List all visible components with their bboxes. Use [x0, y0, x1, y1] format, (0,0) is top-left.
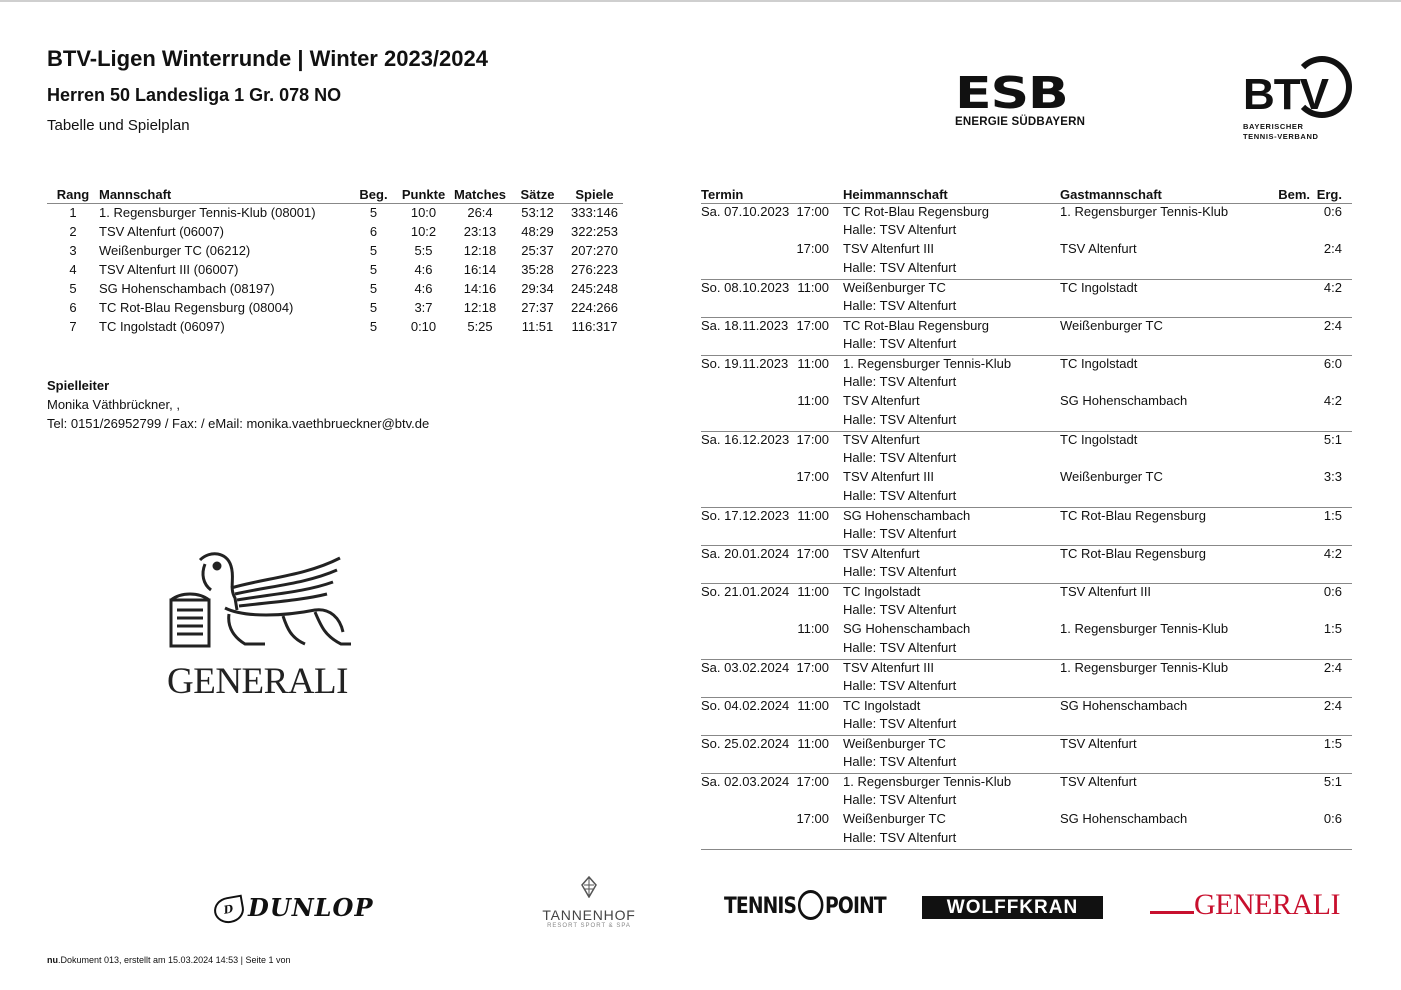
cell-punkte: 10:2 — [410, 224, 437, 239]
match-row — [701, 583, 1352, 602]
cell-bem — [1270, 621, 1310, 640]
match-hall-row — [701, 336, 1352, 355]
match-hall-row — [701, 374, 1352, 393]
cell-termin — [701, 773, 843, 792]
match-time: 11:00 — [797, 735, 829, 751]
match-hall-row — [701, 716, 1352, 735]
cell-erg: 3:3 — [1323, 469, 1342, 484]
cell-matches: 16:14 — [463, 262, 497, 277]
match-date: So. 17.12.2023 — [701, 507, 790, 523]
cell-heim: TC Ingolstadt — [843, 697, 921, 713]
generali-logo — [165, 548, 355, 702]
cell-punkte: 10:0 — [410, 205, 437, 221]
match-row — [701, 317, 1352, 336]
cell-heim: TC Ingolstadt — [843, 583, 921, 599]
cell-heim: TSV Altenfurt III — [843, 241, 935, 256]
col-rang: Rang — [47, 186, 99, 203]
cell-halle: Halle: TSV Altenfurt — [843, 602, 957, 617]
col-heimmannschaft: Heimmannschaft — [843, 186, 1060, 203]
match-row — [701, 241, 1352, 260]
cell-spiele: 322:253 — [571, 224, 618, 239]
cell-erg: 1:5 — [1323, 621, 1342, 636]
col-spiele: Spiele — [566, 186, 623, 203]
tannenhof-subtitle: RESORT SPORT & SPA — [547, 923, 631, 929]
cell-matches: 14:16 — [463, 281, 497, 296]
cell-bem — [1270, 507, 1310, 526]
cell-erg: 5:1 — [1323, 431, 1342, 447]
match-row — [701, 203, 1352, 222]
cell-heim: Weißenburger TC — [843, 811, 946, 826]
cell-gast: TC Rot-Blau Regensburg — [1060, 545, 1206, 561]
cell-bem — [1270, 241, 1310, 260]
cell-heim: 1. Regensburger Tennis-Klub — [843, 773, 1012, 789]
standings-row — [47, 260, 623, 279]
spielleiter-name: Monika Väthbrückner, , — [47, 397, 180, 412]
match-hall-row — [701, 450, 1352, 469]
cell-erg: 1:5 — [1323, 507, 1342, 523]
cell-termin — [701, 697, 843, 716]
dunlop-wordmark: DUNLOP — [248, 893, 374, 922]
col-termin: Termin — [701, 186, 843, 203]
cell-heim: TSV Altenfurt III — [843, 659, 935, 675]
cell-halle: Halle: TSV Altenfurt — [843, 678, 1060, 697]
tennis-ball-icon — [798, 890, 824, 920]
cell-bem — [1270, 393, 1310, 412]
cell-beg: 5 — [369, 262, 378, 277]
cell-gast: TSV Altenfurt — [1060, 241, 1137, 256]
cell-matches: 26:4 — [467, 205, 493, 221]
match-time: 17:00 — [796, 659, 829, 675]
match-hall-row — [701, 412, 1352, 431]
cell-termin — [701, 241, 843, 260]
cell-rang: 4 — [69, 262, 77, 277]
cell-heim: TSV Altenfurt — [843, 431, 920, 447]
cell-mannschaft: TSV Altenfurt (06007) — [99, 224, 225, 239]
cell-erg: 0:6 — [1323, 203, 1342, 219]
cell-spiele: 207:270 — [571, 243, 618, 258]
cell-termin — [701, 355, 843, 374]
col-beg: Beg. — [351, 186, 396, 203]
generali-sponsor-logo — [1150, 888, 1340, 922]
cell-gast: Weißenburger TC — [1060, 317, 1163, 333]
tennispoint-word-a: TENNIS — [724, 894, 797, 919]
match-row — [701, 469, 1352, 488]
cell-gast: 1. Regensburger Tennis-Klub — [1060, 659, 1229, 675]
cell-halle: Halle: TSV Altenfurt — [843, 488, 1060, 507]
cell-rang: 1 — [69, 205, 77, 221]
match-date: Sa. 16.12.2023 — [701, 431, 790, 447]
cell-halle: Halle: TSV Altenfurt — [843, 374, 957, 389]
match-row — [701, 697, 1352, 716]
cell-gast: SG Hohenschambach — [1060, 811, 1188, 826]
cell-erg: 4:2 — [1323, 545, 1342, 561]
cell-bem — [1270, 659, 1310, 678]
col-erg: Erg. — [1310, 186, 1352, 203]
cell-erg: 5:1 — [1323, 773, 1342, 789]
cell-bem — [1270, 545, 1310, 564]
match-hall-row — [701, 640, 1352, 659]
document-type: Tabelle und Spielplan — [47, 117, 190, 134]
cell-halle: Halle: TSV Altenfurt — [843, 830, 1060, 849]
match-time: 11:00 — [797, 583, 829, 599]
match-time: 11:00 — [797, 697, 829, 713]
match-hall-row — [701, 754, 1352, 773]
cell-termin — [701, 621, 843, 640]
page-title: BTV-Ligen Winterrunde | Winter 2023/2024 — [47, 46, 488, 71]
cell-termin — [701, 431, 843, 450]
match-hall-row — [701, 678, 1352, 697]
cell-mannschaft: TC Ingolstadt (06097) — [99, 319, 225, 334]
match-hall-row — [701, 602, 1352, 621]
spielleiter-block — [47, 376, 429, 433]
dunlop-logo — [214, 893, 374, 923]
cell-halle: Halle: TSV Altenfurt — [843, 336, 1060, 355]
cell-termin — [701, 393, 843, 412]
cell-gast: TSV Altenfurt — [1060, 773, 1137, 789]
cell-gast: SG Hohenschambach — [1060, 393, 1188, 408]
cell-heim: TSV Altenfurt III — [843, 469, 935, 484]
cell-gast: 1. Regensburger Tennis-Klub — [1060, 621, 1229, 636]
cell-erg: 2:4 — [1323, 659, 1342, 675]
btv-logo-subtitle — [1243, 122, 1319, 142]
tennispoint-word-b: POINT — [825, 894, 886, 919]
cell-erg: 4:2 — [1323, 279, 1342, 295]
cell-heim: Weißenburger TC — [843, 735, 946, 751]
cell-heim: SG Hohenschambach — [843, 507, 971, 523]
cell-halle: Halle: TSV Altenfurt — [843, 260, 1060, 279]
cell-saetze: 11:51 — [521, 319, 554, 334]
match-hall-row — [701, 260, 1352, 279]
cell-bem — [1270, 279, 1310, 298]
cell-bem — [1270, 203, 1310, 222]
cell-matches: 5:25 — [467, 319, 493, 334]
cell-rang: 3 — [69, 243, 77, 258]
match-row — [701, 431, 1352, 450]
league-title: Herren 50 Landesliga 1 Gr. 078 NO — [47, 85, 342, 105]
top-border — [0, 0, 1401, 2]
cell-halle: Halle: TSV Altenfurt — [843, 526, 1060, 545]
btv-logo — [1240, 54, 1360, 144]
match-date: So. 08.10.2023 — [701, 279, 790, 295]
col-mannschaft: Mannschaft — [99, 186, 351, 203]
cell-beg: 5 — [369, 243, 378, 258]
standings-table — [47, 186, 623, 336]
match-time: 17:00 — [796, 469, 829, 484]
footer — [47, 955, 290, 965]
match-hall-row — [701, 222, 1352, 241]
cell-termin — [701, 317, 843, 336]
match-row — [701, 773, 1352, 792]
cell-heim: TSV Altenfurt — [843, 545, 920, 561]
match-date: So. 04.02.2024 — [701, 697, 790, 713]
match-row — [701, 393, 1352, 412]
cell-heim: TC Rot-Blau Regensburg — [843, 203, 989, 219]
esb-logo-mark: ESB — [955, 68, 1068, 119]
esb-logo — [955, 68, 1095, 128]
col-matches: Matches — [451, 186, 509, 203]
match-row — [701, 545, 1352, 564]
cell-erg: 2:4 — [1323, 317, 1342, 333]
match-hall-row — [701, 564, 1352, 583]
match-date: Sa. 20.01.2024 — [701, 545, 790, 561]
generali-sponsor-wordmark: GENERALI — [1194, 888, 1340, 921]
match-date: Sa. 03.02.2024 — [701, 659, 790, 675]
cell-halle: Halle: TSV Altenfurt — [843, 222, 957, 237]
match-time: 17:00 — [796, 317, 829, 333]
match-date: So. 21.01.2024 — [701, 583, 790, 599]
match-time: 17:00 — [796, 431, 829, 447]
cell-heim: Weißenburger TC — [843, 279, 946, 295]
cell-halle: Halle: TSV Altenfurt — [843, 640, 1060, 659]
cell-halle: Halle: TSV Altenfurt — [843, 564, 1060, 583]
spielleiter-contact: Tel: 0151/26952799 / Fax: / eMail: monika.vaethbrueckner@btv.de — [47, 416, 430, 431]
cell-saetze: 35:28 — [521, 262, 554, 277]
cell-bem — [1270, 811, 1310, 830]
match-date: So. 25.02.2024 — [701, 735, 790, 751]
dunlop-d-icon: D — [212, 894, 246, 925]
pinecone-icon — [580, 876, 598, 898]
cell-spiele: 245:248 — [571, 281, 618, 296]
match-row — [701, 735, 1352, 754]
cell-erg: 6:0 — [1323, 355, 1342, 371]
cell-rang: 6 — [69, 300, 77, 315]
match-date: Sa. 18.11.2023 — [701, 317, 789, 333]
match-hall-row — [701, 488, 1352, 507]
cell-termin — [701, 507, 843, 526]
col-punkte: Punkte — [396, 186, 451, 203]
cell-bem — [1270, 317, 1310, 336]
cell-gast: SG Hohenschambach — [1060, 697, 1188, 713]
cell-beg: 5 — [369, 319, 378, 334]
cell-termin — [701, 659, 843, 678]
match-time: 11:00 — [797, 507, 829, 523]
wolffkran-logo: WOLFFKRAN — [922, 896, 1103, 919]
btv-logo-mark: BTV — [1243, 70, 1328, 119]
cell-termin — [701, 735, 843, 754]
cell-termin — [701, 279, 843, 298]
cell-matches: 12:18 — [463, 300, 497, 315]
match-row — [701, 355, 1352, 374]
cell-mannschaft: SG Hohenschambach (08197) — [99, 281, 275, 296]
standings-row — [47, 298, 623, 317]
cell-rang: 7 — [69, 319, 77, 334]
cell-erg: 4:2 — [1323, 393, 1342, 408]
match-row — [701, 659, 1352, 678]
tannenhof-wordmark: TANNENHOF — [542, 907, 636, 923]
cell-saetze: 29:34 — [521, 281, 554, 296]
col-bem: Bem. — [1270, 186, 1310, 203]
cell-termin — [701, 469, 843, 488]
cell-erg: 0:6 — [1323, 811, 1342, 826]
col-saetze: Sätze — [509, 186, 566, 203]
cell-halle: Halle: TSV Altenfurt — [843, 716, 1060, 735]
tennispoint-logo — [724, 892, 886, 922]
generali-wordmark: GENERALI — [167, 661, 348, 702]
standings-row — [47, 317, 623, 336]
cell-bem — [1270, 431, 1310, 450]
match-hall-row — [701, 298, 1352, 317]
cell-bem — [1270, 583, 1310, 602]
match-date: Sa. 02.03.2024 — [701, 773, 790, 789]
match-time: 17:00 — [796, 545, 829, 561]
schedule-table — [701, 186, 1352, 850]
match-time: 11:00 — [797, 279, 829, 295]
match-time: 17:00 — [796, 241, 829, 256]
cell-bem — [1270, 469, 1310, 488]
schedule-header — [701, 186, 1352, 203]
cell-beg: 5 — [369, 205, 378, 221]
cell-heim: 1. Regensburger Tennis-Klub — [843, 355, 1012, 371]
match-hall-row — [701, 830, 1352, 849]
cell-termin — [701, 811, 843, 830]
cell-gast: TSV Altenfurt III — [1060, 583, 1152, 599]
cell-termin — [701, 545, 843, 564]
cell-bem — [1270, 735, 1310, 754]
match-date: Sa. 07.10.2023 — [701, 203, 790, 219]
cell-gast: Weißenburger TC — [1060, 469, 1163, 484]
cell-mannschaft: 1. Regensburger Tennis-Klub (08001) — [99, 205, 316, 221]
cell-beg: 5 — [369, 300, 378, 315]
cell-beg: 5 — [369, 281, 378, 296]
cell-halle: Halle: TSV Altenfurt — [843, 754, 1060, 773]
match-hall-row — [701, 526, 1352, 545]
footer-text: .Dokument 013, erstellt am 15.03.2024 14:53 | Seite 1 von — [58, 955, 291, 965]
match-time: 17:00 — [796, 203, 829, 219]
match-hall-row — [701, 792, 1352, 811]
match-time: 17:00 — [796, 811, 829, 826]
cell-halle: Halle: TSV Altenfurt — [843, 792, 957, 807]
cell-mannschaft: TSV Altenfurt III (06007) — [99, 262, 239, 277]
cell-bem — [1270, 773, 1310, 792]
match-row — [701, 507, 1352, 526]
cell-spiele: 333:146 — [571, 205, 618, 221]
cell-erg: 0:6 — [1323, 583, 1342, 599]
cell-bem — [1270, 355, 1310, 374]
cell-gast: TSV Altenfurt — [1060, 735, 1137, 751]
match-time: 11:00 — [797, 393, 829, 408]
match-time: 17:00 — [796, 773, 829, 789]
cell-punkte: 3:7 — [414, 300, 433, 315]
cell-rang: 5 — [69, 281, 77, 296]
cell-mannschaft: TC Rot-Blau Regensburg (08004) — [99, 300, 294, 315]
cell-erg: 2:4 — [1323, 697, 1342, 713]
standings-row — [47, 203, 623, 222]
cell-halle: Halle: TSV Altenfurt — [843, 412, 1060, 431]
match-row — [701, 279, 1352, 298]
cell-spiele: 116:317 — [571, 319, 618, 334]
cell-gast: TC Ingolstadt — [1060, 279, 1138, 295]
cell-punkte: 4:6 — [414, 281, 433, 296]
match-row — [701, 811, 1352, 830]
standings-row — [47, 241, 623, 260]
generali-lion-icon — [165, 548, 355, 658]
generali-lion-small-icon — [1150, 890, 1194, 914]
cell-halle: Halle: TSV Altenfurt — [843, 298, 1060, 317]
cell-punkte: 5:5 — [414, 243, 433, 258]
cell-termin — [701, 203, 843, 222]
cell-punkte: 0:10 — [410, 319, 437, 334]
esb-logo-subtitle: ENERGIE SÜDBAYERN — [955, 116, 1086, 128]
btv-sub-line1: BAYERISCHER — [1243, 122, 1304, 131]
cell-matches: 23:13 — [463, 224, 497, 239]
btv-sub-line2: TENNIS-VERBAND — [1243, 132, 1319, 141]
cell-erg: 2:4 — [1323, 241, 1342, 256]
cell-gast: TC Rot-Blau Regensburg — [1060, 507, 1206, 523]
cell-gast: TC Ingolstadt — [1060, 355, 1138, 371]
cell-saetze: 53:12 — [521, 205, 554, 221]
match-time: 11:00 — [797, 621, 829, 636]
cell-punkte: 4:6 — [414, 262, 433, 277]
cell-gast: 1. Regensburger Tennis-Klub — [1060, 203, 1229, 219]
cell-beg: 6 — [369, 224, 378, 239]
cell-spiele: 276:223 — [571, 262, 618, 277]
match-date: So. 19.11.2023 — [701, 355, 789, 371]
col-gastmannschaft: Gastmannschaft — [1060, 186, 1270, 203]
cell-bem — [1270, 697, 1310, 716]
standings-header — [47, 186, 623, 203]
match-row — [701, 621, 1352, 640]
cell-rang: 2 — [69, 224, 77, 239]
tannenhof-logo — [533, 876, 645, 929]
match-time: 11:00 — [797, 355, 829, 371]
standings-row — [47, 222, 623, 241]
spielleiter-title: Spielleiter — [47, 378, 110, 393]
footer-brand: nu — [47, 955, 58, 965]
cell-mannschaft: Weißenburger TC (06212) — [99, 243, 251, 258]
cell-heim: SG Hohenschambach — [843, 621, 971, 636]
cell-saetze: 25:37 — [521, 243, 554, 258]
cell-erg: 1:5 — [1323, 735, 1342, 751]
cell-saetze: 27:37 — [521, 300, 554, 315]
cell-gast: TC Ingolstadt — [1060, 431, 1138, 447]
cell-heim: TC Rot-Blau Regensburg — [843, 317, 989, 333]
cell-matches: 12:18 — [463, 243, 497, 258]
cell-heim: TSV Altenfurt — [843, 393, 920, 408]
standings-row — [47, 279, 623, 298]
cell-termin — [701, 583, 843, 602]
cell-spiele: 224:266 — [571, 300, 618, 315]
cell-halle: Halle: TSV Altenfurt — [843, 450, 957, 465]
cell-saetze: 48:29 — [521, 224, 554, 239]
